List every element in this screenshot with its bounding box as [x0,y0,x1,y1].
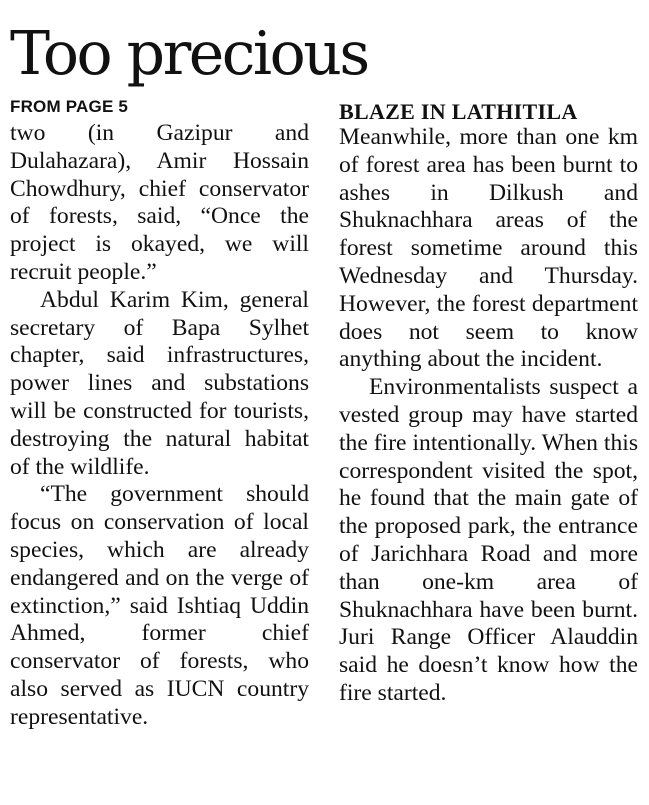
right-column [339,99,638,708]
left-column [10,96,309,732]
paragraph: Environmentalists suspect a vested group may have started the fire intentionally. When this correspondent visited the spot, he found that the main gate of the proposed park, the entrance of Jarichhara Road and more than one-km area of Shuknachhara have been burnt. Juri Range Officer Alauddin said he doesn’t know how the fire started. [339,374,638,706]
section-subhead: BLAZE IN LATHITILA [339,99,578,124]
headline: Too precious [10,19,368,89]
paragraph: Meanwhile, more than one km of forest area has been burnt to ashes in Dilkush and Shuknachhara areas of the forest sometime around this Wednesday and Thursday. However, the forest department does not seem to know anything about the incident. [339,124,638,373]
paragraph: Abdul Karim Kim, general secretary of Bapa Sylhet chapter, said infrastructures, power lines and substations will be constructed for tourists, destroying the natural habitat of the wildlife. [10,286,309,480]
paragraph: two (in Gazipur and Dulahazara), Amir Hossain Chowdhury, chief conservator of forests, said, “Once the project is okayed, we will recruit people.” [10,120,309,285]
continued-from-label: FROM PAGE 5 [10,97,129,116]
paragraph: “The government should focus on conservation of local species, which are already endangered and on the verge of extinction,” said Ishtiaq Uddin Ahmed, former chief conservator of forests, who also served as IUCN country representative. [10,481,309,730]
